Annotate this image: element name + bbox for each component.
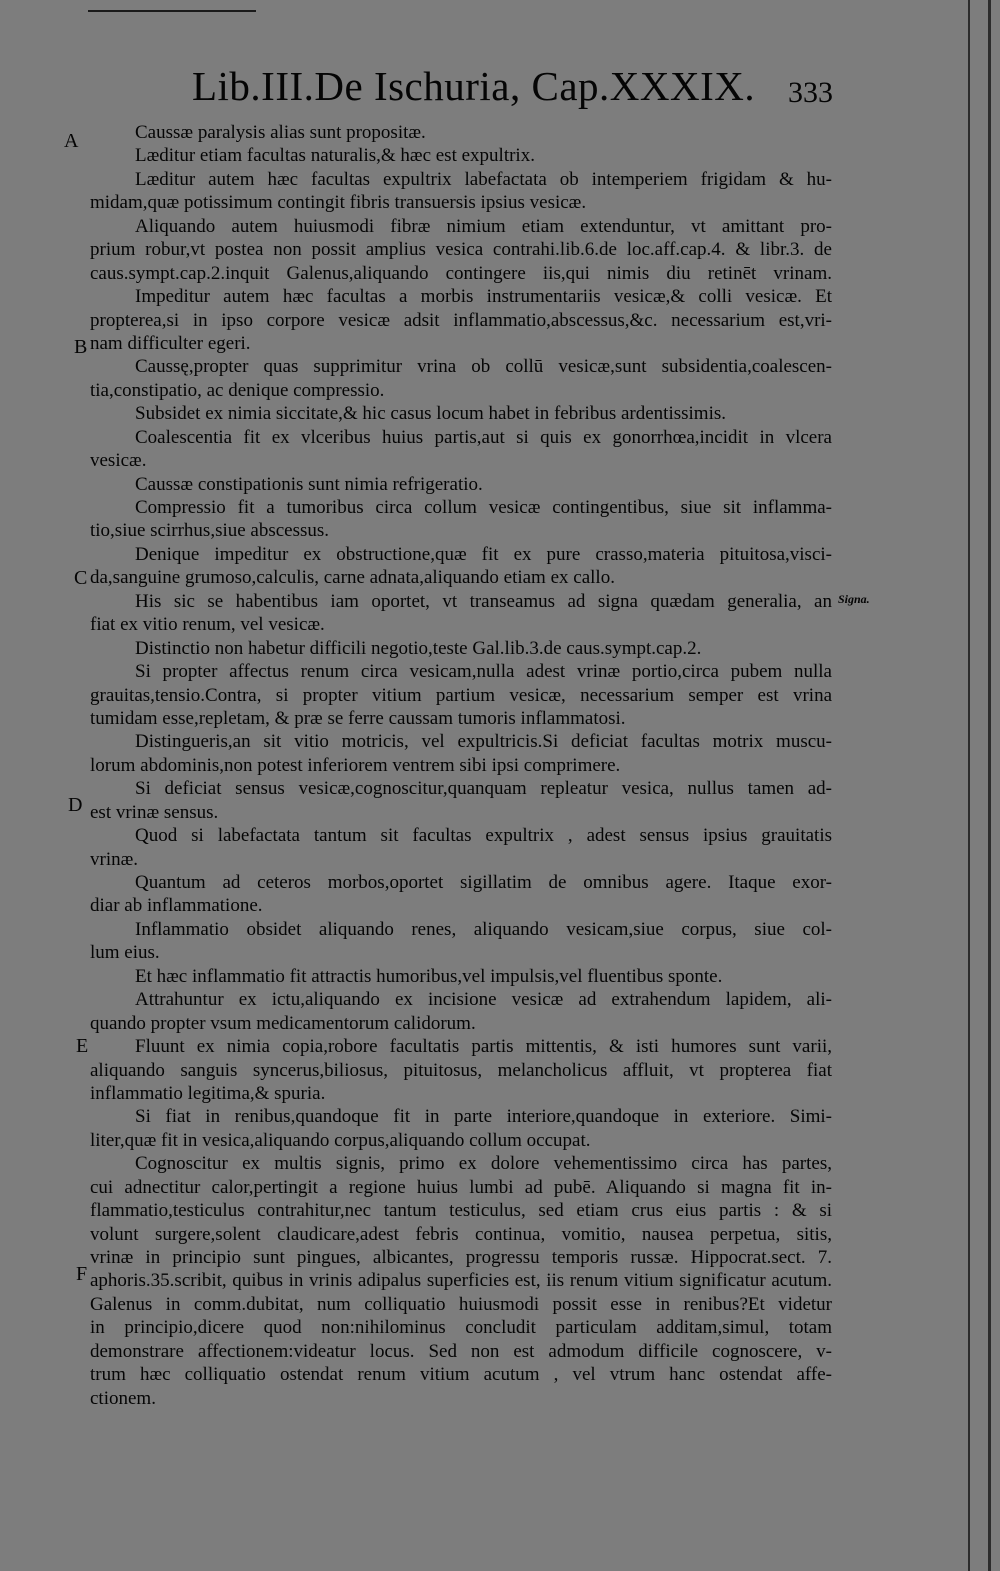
text-line: trum hæc colliquatio ostendat renum vitium acutum , vel vtrum hanc ostendat affe- <box>90 1364 832 1386</box>
text-line: Si fiat in renibus,quandoque fit in parte interiore,quandoque in exteriore. Simi- <box>135 1106 832 1128</box>
text-line: Et hæc inflammatio fit attractis humoribus,vel impulsis,vel fluentibus sponte. <box>135 965 723 987</box>
text-line: est vrinæ sensus. <box>90 801 219 823</box>
text-line: tio,siue scirrhus,siue abscessus. <box>90 520 330 542</box>
text-line: tia,constipatio, ac denique compressio. <box>90 379 385 401</box>
text-line: Cognoscitur ex multis signis, primo ex dolore vehementissimo circa has partes, <box>135 1153 832 1175</box>
text-line: Coalescentia fit ex vlceribus huius partis,aut si quis ex gonorrhœa,incidit in vlcera <box>135 426 832 448</box>
main-text-block <box>90 121 832 1410</box>
text-line: prium robur,vt postea non possit amplius vesica contrahi.lib.6.de loc.aff.cap.4. & libr.3. de <box>90 239 832 261</box>
text-line: aliquando sanguis syncerus,biliosus, pituitosus, melancholicus affluit, vt propterea fiat <box>90 1059 832 1081</box>
text-line: vrinæ in principio sunt pingues, albicantes, progressu temporis russæ. Hippocrat.sect. 7. <box>90 1247 832 1268</box>
text-line: in principio,dicere quod non:nihilominus concludit particulam additam,simul, totam <box>90 1317 832 1339</box>
text-line: Caussę,propter quas supprimitur vrina ob collū vesicæ,sunt subsidentia,coalescen- <box>135 356 832 378</box>
text-line: Læditur etiam facultas naturalis,& hæc est expultrix. <box>135 145 535 167</box>
margin-letter-b: B <box>74 336 88 358</box>
text-line: Distinctio non habetur difficili negotio,teste Gal.lib.3.de caus.sympt.cap.2. <box>135 637 702 659</box>
text-line: propterea,si in ipso corpore vesicæ adsit inflammatio,abscessus,&c. necessarium est,vri- <box>90 309 832 331</box>
text-line: Inflammatio obsidet aliquando renes, aliquando vesicam,siue corpus, siue col- <box>135 918 832 940</box>
text-line: Distingueris,an sit vitio motricis, vel expultricis.Si deficiat facultas motrix muscu- <box>135 731 832 753</box>
page-edge-line <box>968 0 970 1571</box>
text-line: tumidam esse,repletam, & præ se ferre caussam tumoris inflammatosi. <box>90 707 626 729</box>
running-header: Lib.III.De Ischuria, Cap.XXXIX. <box>192 63 756 109</box>
text-line: inflammatio legitima,& spuria. <box>90 1082 326 1104</box>
text-line: Denique impeditur ex obstructione,quæ fit ex pure crasso,materia pituitosa,visci- <box>135 543 832 565</box>
text-line: nam difficulter egeri. <box>90 332 251 354</box>
text-line: quando propter vsum medicamentorum calidorum. <box>90 1012 476 1034</box>
text-line: lorum abdominis,non potest inferiorem ventrem sibi ipsi comprimere. <box>90 754 621 776</box>
text-line: da,sanguine grumoso,calculis, carne adnata,aliquando etiam ex callo. <box>90 567 615 589</box>
text-line: Fluunt ex nimia copia,robore facultatis partis mittentis, & isti humores sunt varii, <box>135 1036 832 1058</box>
text-line: Caussæ paralysis alias sunt propositæ. <box>135 122 426 143</box>
margin-letter-a: A <box>64 130 79 152</box>
text-line: volunt surgere,solent claudicare,adest febris continua, vomitio, nausea perpetua, sitis, <box>90 1223 832 1245</box>
text-line: lum eius. <box>90 942 160 964</box>
text-line: Quantum ad ceteros morbos,oportet sigillatim de omnibus agere. Itaque exor- <box>135 872 832 893</box>
text-line: flammatio,testiculus contrahitur,nec tantum testiculus, sed etiam crus eius partis : & si <box>90 1200 832 1222</box>
text-line: Impeditur autem hæc facultas a morbis instrumentariis vesicæ,& colli vesicæ. Et <box>135 286 832 308</box>
text-line: ctionem. <box>90 1387 156 1409</box>
text-line: vesicæ. <box>90 450 147 472</box>
text-line: Si propter affectus renum circa vesicam,nulla adest vrinæ portio,circa pubem nulla <box>135 661 832 683</box>
text-line: Quod si labefactata tantum sit facultas expultrix , adest sensus ipsius grauitatis <box>135 825 832 847</box>
page-number: 333 <box>788 76 833 109</box>
text-line: Subsidet ex nimia siccitate,& hic casus locum habet in febribus ardentissimis. <box>135 403 726 425</box>
text-line: liter,quæ fit in vesica,aliquando corpus,aliquando collum occupat. <box>90 1129 591 1151</box>
top-rule <box>88 10 256 12</box>
text-line: Compressio fit a tumoribus circa collum vesicæ contingentibus, siue sit inflamma- <box>135 497 832 518</box>
text-line: cui adnectitur calor,pertingit a regione huius lumbi ad pubē. Aliquando si magna fit in- <box>90 1176 832 1198</box>
text-line: diar ab inflammatione. <box>90 895 263 917</box>
text-line: Attrahuntur ex ictu,aliquando ex incisione vesicæ ad extrahendum lapidem, ali- <box>135 989 832 1011</box>
text-line: Caussæ constipationis sunt nimia refrigeratio. <box>135 473 483 495</box>
text-line: fiat ex vitio renum, vel vesicæ. <box>90 614 325 636</box>
text-line: aphoris.35.scribit, quibus in vrinis adipalus superficies est, iis renum vitium significatur acutum. <box>90 1270 832 1292</box>
page-edge-line <box>988 0 991 1571</box>
margin-letter-e: E <box>76 1035 89 1057</box>
margin-letter-f: F <box>76 1263 88 1285</box>
margin-letter-d: D <box>68 794 83 816</box>
text-line: vrinæ. <box>90 848 139 870</box>
text-line: midam,quæ potissimum contingit fibris transuersis ipsius vesicæ. <box>90 192 587 214</box>
text-line: Læditur autem hæc facultas expultrix labefactata ob intemperiem frigidam & hu- <box>135 168 832 190</box>
text-line: caus.sympt.cap.2.inquit Galenus,aliquando contingere iis,qui nimis diu retinēt vrinam. <box>90 262 832 284</box>
text-line: demonstrare affectionem:videatur locus. Sed non est admodum difficile cognoscere, v- <box>90 1340 832 1362</box>
text-line: His sic se habentibus iam oportet, vt transeamus ad signa quædam generalia, an <box>135 590 832 612</box>
text-line: grauitas,tensio.Contra, si propter vitium partium vesicæ, necessarium semper est vrina <box>90 684 832 706</box>
text-line: Si deficiat sensus vesicæ,cognoscitur,quanquam repleatur vesica, nullus tamen ad- <box>135 778 832 800</box>
margin-letter-c: C <box>74 567 88 589</box>
text-line: Galenus in comm.dubitat, num colliquatio huiusmodi possit esse in renibus?Et videtur <box>90 1293 832 1315</box>
text-line: Aliquando autem huiusmodi fibræ nimium etiam extenduntur, vt amittant pro- <box>135 215 832 237</box>
margin-note: Signa. <box>838 592 870 606</box>
